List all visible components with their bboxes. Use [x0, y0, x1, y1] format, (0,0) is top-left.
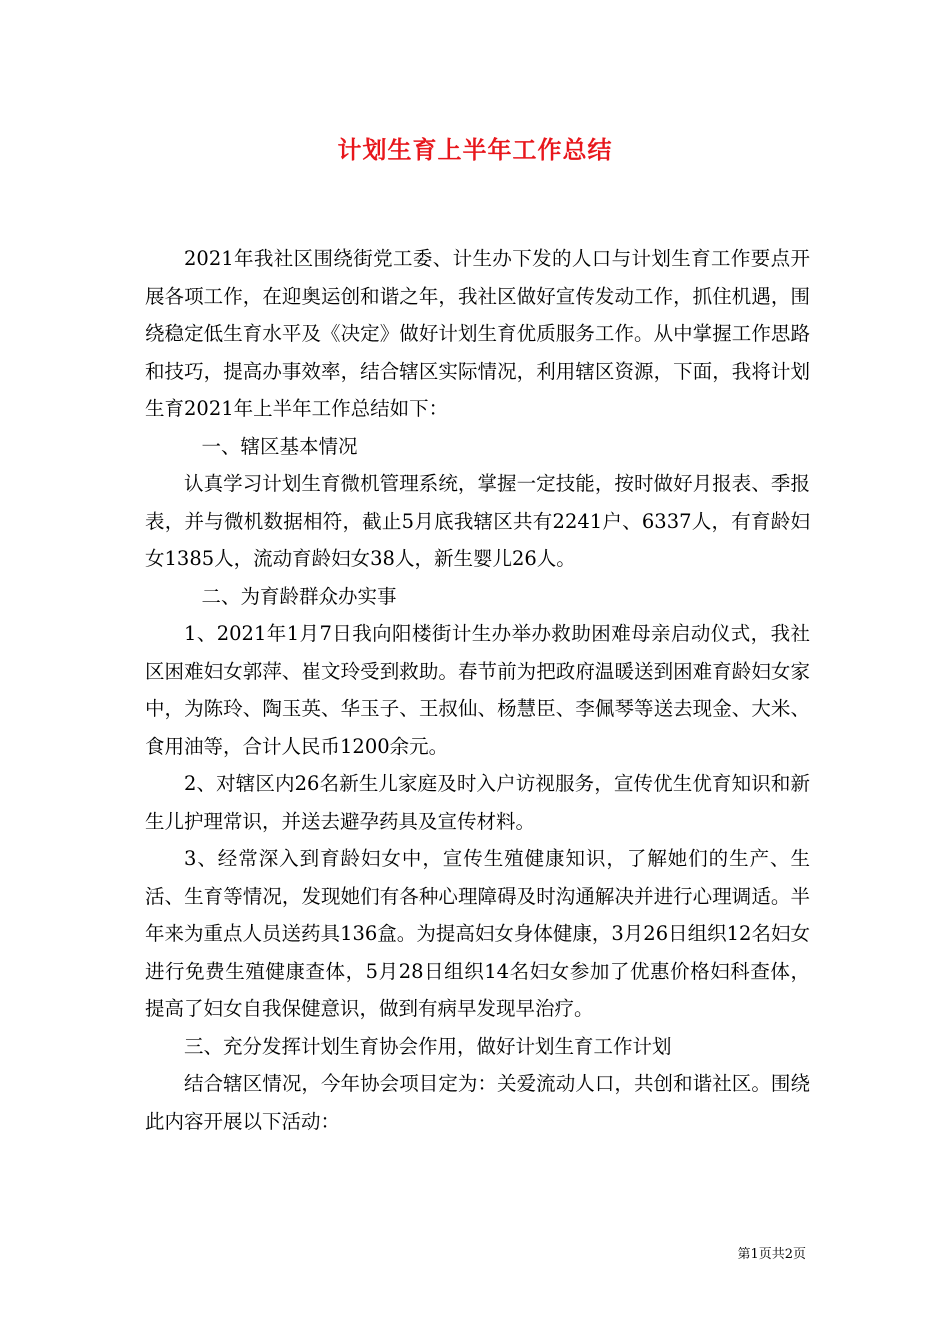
document-title: 计划生育上半年工作总结: [337, 135, 613, 164]
section-2-item-1: 1、2021年1月7日我向阳楼街计生办举办救助困难母亲启动仪式，我社区困难妇女郭萍、崔文玲受到救助。春节前为把政府温暖送到困难育龄妇女家中，为陈玲、陶玉英、华玉子、王叔仙、杨慧臣、李佩琴等送去现金、大米、食用油等，合计人民币1200余元。: [145, 622, 810, 758]
section-2-item-2: 2、对辖区内26名新生儿家庭及时入户访视服务，宣传优生优育知识和新生儿护理常识，并送去避孕药具及宣传材料。: [145, 772, 810, 833]
section-heading-1: 一、辖区基本情况: [201, 434, 358, 458]
page-number-footer: 第1页共2页: [737, 1247, 806, 1262]
section-heading-3: 三、充分发挥计划生育协会作用，做好计划生育工作计划: [184, 1034, 672, 1058]
section-2-item-3: 3、经常深入到育龄妇女中，宣传生殖健康知识，了解她们的生产、生活、生育等情况，发现她们有各种心理障碍及时沟通解决并进行心理调适。半年来为重点人员送药具136盒。为提高妇女身体健康，3月26日组织12名妇女进行免费生殖健康查体，5月28日组织14名妇女参加了优惠价格妇科查体，提高了妇女自我保健意识，做到有病早发现早治疗。: [145, 847, 810, 1020]
section-heading-2: 二、为育龄群众办实事: [201, 584, 397, 608]
section-1-paragraph: 认真学习计划生育微机管理系统，掌握一定技能，按时做好月报表、季报表，并与微机数据相符，截止5月底我辖区共有2241户、6337人，有育龄妇女1385人，流动育龄妇女38人，新生婴儿26人。: [145, 472, 810, 570]
document-body: [145, 240, 810, 1140]
intro-paragraph: 2021年我社区围绕街党工委、计生办下发的人口与计划生育工作要点开展各项工作，在迎奥运创和谐之年，我社区做好宣传发动工作，抓住机遇，围绕稳定低生育水平及《决定》做好计划生育优质服务工作。从中掌握工作思路和技巧，提高办事效率，结合辖区实际情况，利用辖区资源，下面，我将计划生育2021年上半年工作总结如下：: [145, 247, 810, 420]
section-3-paragraph: 结合辖区情况，今年协会项目定为：关爱流动人口，共创和谐社区。围绕此内容开展以下活动：: [145, 1072, 810, 1133]
